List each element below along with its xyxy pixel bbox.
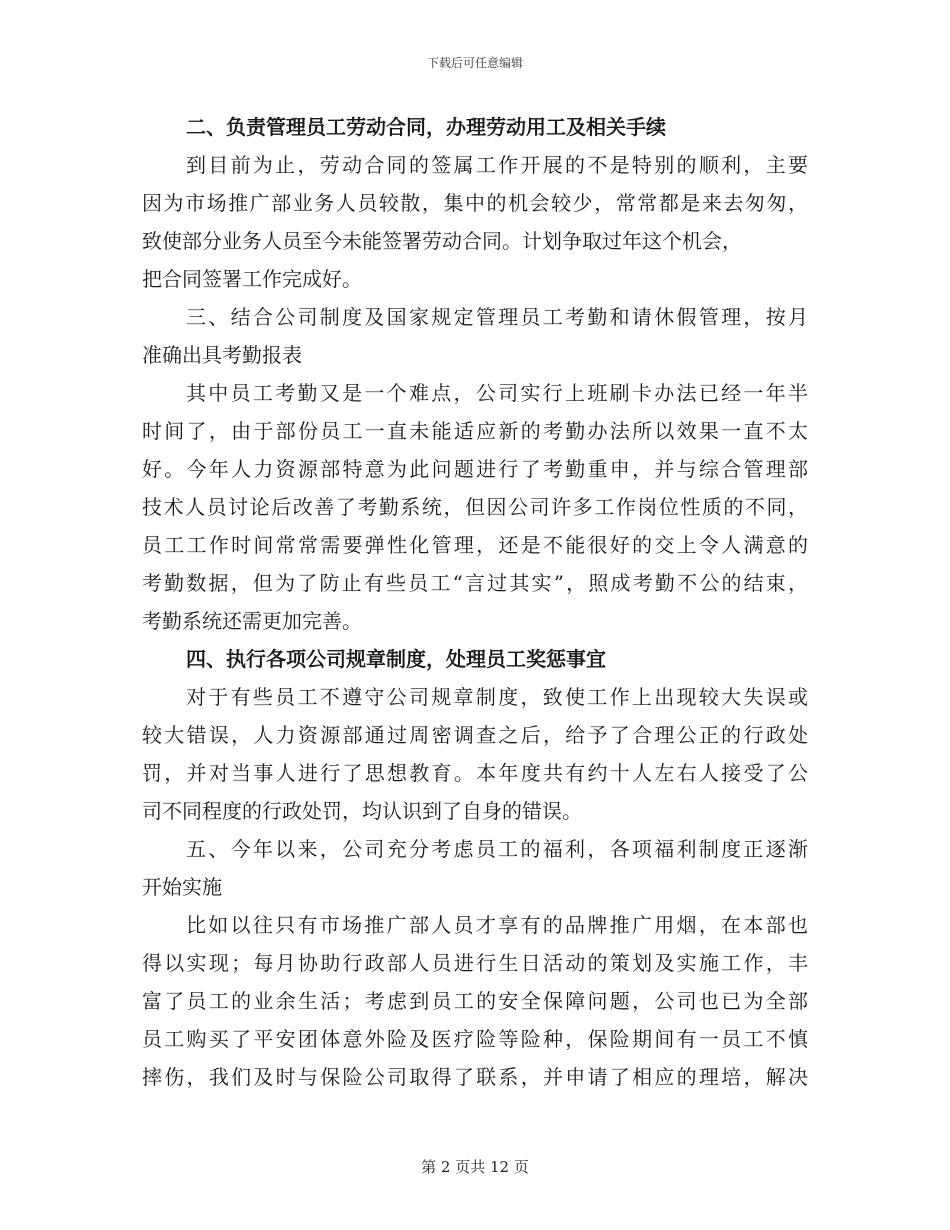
paragraph <box>142 298 808 374</box>
section-heading-line: 二、负责管理员工劳动合同，办理劳动用工及相关手续 <box>186 115 666 139</box>
text-line: 技术人员讨论后改善了考勤系统，但因公司许多工作岗位性质的不同， <box>142 495 808 519</box>
text-line: 时间了，由于部份员工一直未能适应新的考勤办法所以效果一直不太 <box>142 419 808 443</box>
text-line: 比如以往只有市场推广部人员才享有的品牌推广用烟，在本部也 <box>186 913 808 937</box>
document-body <box>142 108 808 1096</box>
text-line: 得以实现；每月协助行政部人员进行生日活动的策划及实施工作，丰 <box>142 951 808 975</box>
text-line: 开始实施 <box>142 875 222 899</box>
text-line: 摔伤，我们及时与保险公司取得了联系，并申请了相应的理培，解决 <box>142 1065 808 1089</box>
text-line: 罚，并对当事人进行了思想教育。本年度共有约十人左右人接受了公 <box>142 761 808 785</box>
paragraph <box>142 640 808 678</box>
header-note: 下载后可任意编辑 <box>426 56 523 70</box>
text-line: 其中员工考勤又是一个难点，公司实行上班刷卡办法已经一年半 <box>186 381 808 405</box>
text-line: 把合同签署工作完成好。 <box>142 267 362 291</box>
text-line: 致使部分业务人员至今未能签署劳动合同。计划争取过年这个机会， <box>142 229 742 253</box>
text-line: 考勤系统还需更加完善。 <box>142 609 362 633</box>
text-line: 较大错误，人力资源部通过周密调查之后，给予了合理公正的行政处 <box>142 723 808 747</box>
paragraph <box>142 108 808 146</box>
text-line: 五、今年以来，公司充分考虑员工的福利，各项福利制度正逐渐 <box>186 837 808 861</box>
text-line: 富了员工的业余生活；考虑到员工的安全保障问题，公司也已为全部 <box>142 989 808 1013</box>
page-number: 第 2 页共 12 页 <box>421 1158 529 1176</box>
text-line: 三、结合公司制度及国家规定管理员工考勤和请休假管理，按月 <box>186 305 808 329</box>
text-line: 准确出具考勤报表 <box>142 343 302 367</box>
text-line: 到目前为止，劳动合同的签属工作开展的不是特别的顺利，主要 <box>186 153 808 177</box>
text-line: 员工购买了平安团体意外险及医疗险等险种，保险期间有一员工不慎 <box>142 1027 808 1051</box>
paragraph <box>142 678 808 830</box>
paragraph <box>142 830 808 906</box>
paragraph <box>142 146 808 298</box>
text-line: 员工工作时间常常需要弹性化管理，还是不能很好的交上令人满意的 <box>142 533 808 557</box>
paragraph <box>142 906 808 1096</box>
paragraph <box>142 374 808 640</box>
text-line: 因为市场推广部业务人员较散，集中的机会较少，常常都是来去匆匆， <box>142 191 808 215</box>
section-heading-line: 四、执行各项公司规章制度，处理员工奖惩事宜 <box>186 647 606 671</box>
text-line: 对于有些员工不遵守公司规章制度，致使工作上出现较大失误或 <box>186 685 808 709</box>
text-line: 司不同程度的行政处罚，均认识到了自身的错误。 <box>142 799 582 823</box>
text-line: 考勤数据，但为了防止有些员工“言过其实”，照成考勤不公的结束， <box>142 571 808 595</box>
text-line: 好。今年人力资源部特意为此问题进行了考勤重申，并与综合管理部 <box>142 457 808 481</box>
